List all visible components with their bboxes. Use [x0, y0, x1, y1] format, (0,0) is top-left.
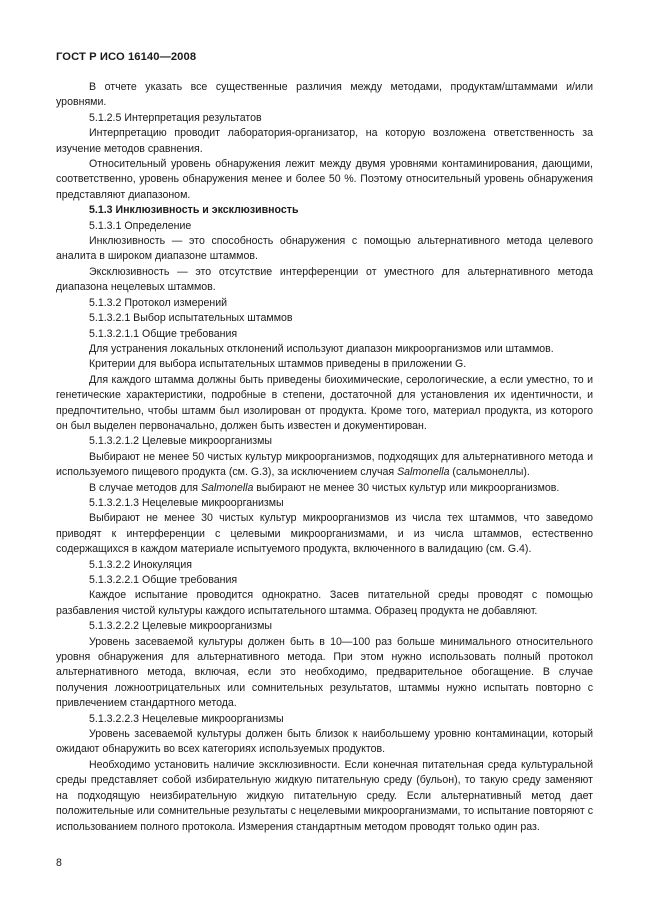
paragraph-text: 5.1.3.2.2.2 Целевые микроорганизмы [89, 620, 272, 633]
paragraph-text: Каждое испытание проводится однократно. Засев питательной среды проводят с помощью разбавления чистой культуры каждого испытательного штамма. Образец продукта не добавляют. [56, 589, 593, 617]
paragraph [56, 219, 593, 234]
paragraph-text: 5.1.3.2.1.3 Нецелевые микроорганизмы [89, 496, 284, 509]
paragraph [56, 727, 593, 758]
italic-term: Salmonella [200, 481, 254, 494]
paragraph [56, 342, 593, 357]
paragraph-text: Интерпретацию проводит лаборатория-организатор, на которую возложена ответственность за изучение методов сравнения. [56, 127, 593, 155]
paragraph-text: В случае методов для [89, 481, 201, 494]
paragraph-text-tail: выбирают не менее 30 чистых культур или микроорганизмов. [253, 481, 560, 494]
paragraph [56, 265, 593, 296]
paragraph [56, 496, 593, 511]
paragraph [56, 126, 593, 157]
paragraph-text: В отчете указать все существенные различия между методами, продуктам/штаммами и/или уровнями. [56, 81, 593, 109]
page-number: 8 [56, 857, 62, 869]
paragraph-text: 5.1.2.5 Интерпретация результатов [89, 111, 262, 124]
document-body [56, 80, 593, 835]
paragraph-text: Выбирают не менее 30 чистых культур микроорганизмов из числа тех штаммов, что заведомо приводят к интерференции с целевыми микроорганизмами, и из числа штаммов, естественно содержащихся в каждом материале испытуемого продукта, включенного в валидацию (см. G.4). [56, 512, 593, 556]
paragraph-text: Уровень засеваемой культуры должен быть близок к наибольшему уровню контаминации, который ожидают обнаружить во всех категориях используемых продуктов. [56, 728, 593, 756]
paragraph [56, 619, 593, 634]
paragraph-text: 5.1.3.2.1.2 Целевые микроорганизмы [89, 435, 272, 448]
paragraph-text: Для каждого штамма должны быть приведены биохимические, серологические, а если уместно, то и генетические характеристики, подробные в степени, достаточной для установления их идентичности, и предпочтительно, чтобы штамм был изолирован от продукта. Кроме того, материал продукта, из которого он был выделен первоначально, должен быть известен и документирован. [56, 373, 593, 432]
paragraph [56, 111, 593, 126]
paragraph [56, 296, 593, 311]
paragraph [56, 373, 593, 435]
paragraph [56, 311, 593, 326]
paragraph [56, 80, 593, 111]
paragraph-text: Для устранения локальных отклонений используют диапазон микроорганизмов или штаммов. [89, 342, 554, 355]
paragraph [56, 234, 593, 265]
paragraph [56, 573, 593, 588]
paragraph [56, 558, 593, 573]
paragraph-text: 5.1.3.2.2 Инокуляция [89, 558, 192, 571]
paragraph-text: Критерии для выбора испытательных штаммов приведены в приложении G. [89, 358, 467, 371]
paragraph-text-tail: (сальмонеллы). [449, 466, 530, 479]
paragraph-text: 5.1.3.2.2.1 Общие требования [89, 574, 238, 586]
paragraph-text: 5.1.3.2.1 Выбор испытательных штаммов [89, 312, 293, 325]
paragraph [56, 588, 593, 619]
document-header: ГОСТ Р ИСО 16140—2008 [56, 51, 197, 63]
paragraph [56, 434, 593, 449]
paragraph-text: Относительный уровень обнаружения лежит между двумя уровнями контаминирования, дающими, соответственно, уровень обнаружения менее и более 50 %. Поэтому относительный уровень обнаружения представляют диапазоном. [56, 158, 593, 201]
paragraph-text: Инклюзивность — это способность обнаружения с помощью альтернативного метода целевого аналита в широком диапазоне штаммов. [56, 235, 593, 263]
paragraph-text: Эксклюзивность — это отсутствие интерференции от уместного для альтернативного метода диапазона нецелевых штаммов. [56, 265, 593, 294]
paragraph-text: 5.1.3.2.2.3 Нецелевые микроорганизмы [89, 712, 284, 725]
paragraph-text: 5.1.3.2 Протокол измерений [89, 296, 228, 309]
paragraph-text: 5.1.3.1 Определение [89, 219, 192, 232]
paragraph [56, 712, 593, 727]
paragraph [56, 203, 593, 218]
paragraph-text: 5.1.3.2.1.1 Общие требования [89, 327, 238, 340]
paragraph-text: Необходимо установить наличие эксклюзивности. Если конечная питательная среда культуральной среды представляет собой избирательную жидкую питательную среду (бульон), то такую среду заменяют на подходящую неизбирательную жидкую питательную среду. Если альтернативный метод дает положительные или сомнительные результаты с нецелевыми микроорганизмами, то испытание повторяют с использованием полного протокола. Измерения стандартным методом проводят только один раз. [56, 758, 593, 833]
italic-term: Salmonella [397, 466, 450, 479]
paragraph [56, 357, 593, 372]
paragraph-text: Выбирают не менее 50 чистых культур микроорганизмов, подходящих для альтернативного метода и используемого пищевого продукта (см. G.3), за исключением случая [56, 450, 593, 479]
paragraph-text: Уровень засеваемой культуры должен быть в 10—100 раз больше минимального относительного уровня обнаружения для альтернативного метода. При этом нужно использовать полный протокол альтернативного метода, включая, если это необходимо, предварительное обогащение. В случае получения ложноотрицательных или сомнительных результатов, штаммы нужно испытать повторно с привлечением стандартного метода. [56, 635, 593, 710]
paragraph [56, 157, 593, 203]
paragraph [56, 511, 593, 557]
paragraph-text: 5.1.3 Инклюзивность и эксклюзивность [89, 204, 299, 217]
paragraph [56, 450, 593, 481]
paragraph [56, 635, 593, 712]
paragraph [56, 481, 593, 496]
paragraph [56, 758, 593, 835]
paragraph [56, 327, 593, 342]
